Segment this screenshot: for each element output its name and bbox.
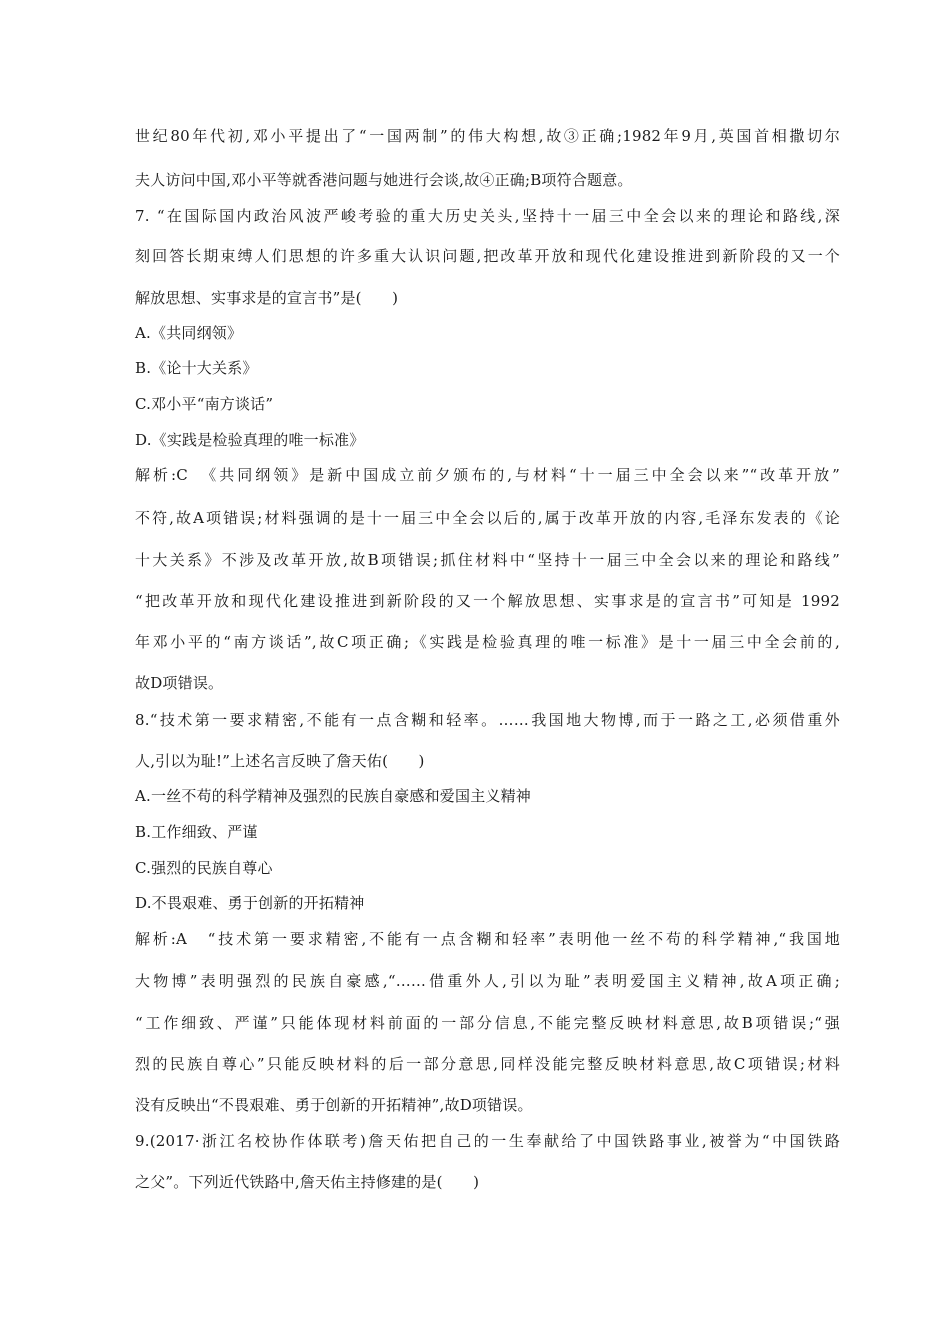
option-c: C.邓小平“南方谈话” — [135, 395, 274, 413]
option-b: B.工作细致、严谨 — [135, 823, 258, 841]
text-line: 刻回答长期束缚人们思想的许多重大认识问题,把改革开放和现代化建设推进到新阶段的又一个 — [135, 247, 840, 265]
option-d: D.《实践是检验真理的唯一标准》 — [135, 431, 365, 449]
text-line: 故D项错误。 — [135, 674, 224, 692]
text-line: 解放思想、实事求是的宣言书”是( ) — [135, 289, 399, 307]
text-line: 世纪80年代初,邓小平提出了“一国两制”的伟大构想,故③正确;1982年9月,英国首相撒切尔 — [135, 127, 840, 145]
answer-explanation: 解析:A “技术第一要求精密,不能有一点含糊和轻率”表明他一丝不苟的科学精神,“我国地 — [135, 930, 840, 948]
text-line: 没有反映出“不畏艰难、勇于创新的开拓精神”,故D项错误。 — [135, 1096, 533, 1114]
text-line: 大物博”表明强烈的民族自豪感,“……借重外人,引以为耻”表明爱国主义精神,故A项正确; — [135, 972, 840, 990]
answer-explanation: 解析:C 《共同纲领》是新中国成立前夕颁布的,与材料“十一届三中全会以来”“改革开放” — [135, 466, 840, 484]
question-7-stem: 7. “在国际国内政治风波严峻考验的重大历史关头,坚持十一届三中全会以来的理论和路线,深 — [135, 207, 840, 225]
text-line: “工作细致、严谨”只能体现材料前面的一部分信息,不能完整反映材料意思,故B项错误;“强 — [135, 1014, 840, 1032]
text-line: 不符,故A项错误;材料强调的是十一届三中全会以后的,属于改革开放的内容,毛泽东发表的《论 — [135, 509, 840, 527]
option-a: A.一丝不苟的科学精神及强烈的民族自豪感和爱国主义精神 — [135, 787, 532, 805]
text-line: 年邓小平的“南方谈话”,故C项正确;《实践是检验真理的唯一标准》是十一届三中全会前的, — [135, 633, 840, 651]
option-c: C.强烈的民族自尊心 — [135, 859, 273, 877]
text-line: 夫人访问中国,邓小平等就香港问题与她进行会谈,故④正确;B项符合题意。 — [135, 171, 633, 189]
question-9-stem: 9.(2017·浙江名校协作体联考)詹天佑把自己的一生奉献给了中国铁路事业,被誉为“中国铁路 — [135, 1132, 840, 1150]
text-line: 人,引以为耻!”上述名言反映了詹天佑( ) — [135, 752, 425, 770]
text-line: 烈的民族自尊心”只能反映材料的后一部分意思,同样没能完整反映材料意思,故C项错误;材料 — [135, 1055, 840, 1073]
option-b: B.《论十大关系》 — [135, 359, 258, 377]
text-line: “把改革开放和现代化建设推进到新阶段的又一个解放思想、实事求是的宣言书”可知是 1992 — [135, 592, 840, 610]
text-line: 之父”。下列近代铁路中,詹天佑主持修建的是( ) — [135, 1173, 480, 1191]
option-d: D.不畏艰难、勇于创新的开拓精神 — [135, 894, 365, 912]
question-8-stem: 8.“技术第一要求精密,不能有一点含糊和轻率。……我国地大物博,而于一路之工,必须借重外 — [135, 711, 840, 729]
text-line: 十大关系》不涉及改革开放,故B项错误;抓住材料中“坚持十一届三中全会以来的理论和路线” — [135, 551, 840, 569]
option-a: A.《共同纲领》 — [135, 324, 243, 342]
